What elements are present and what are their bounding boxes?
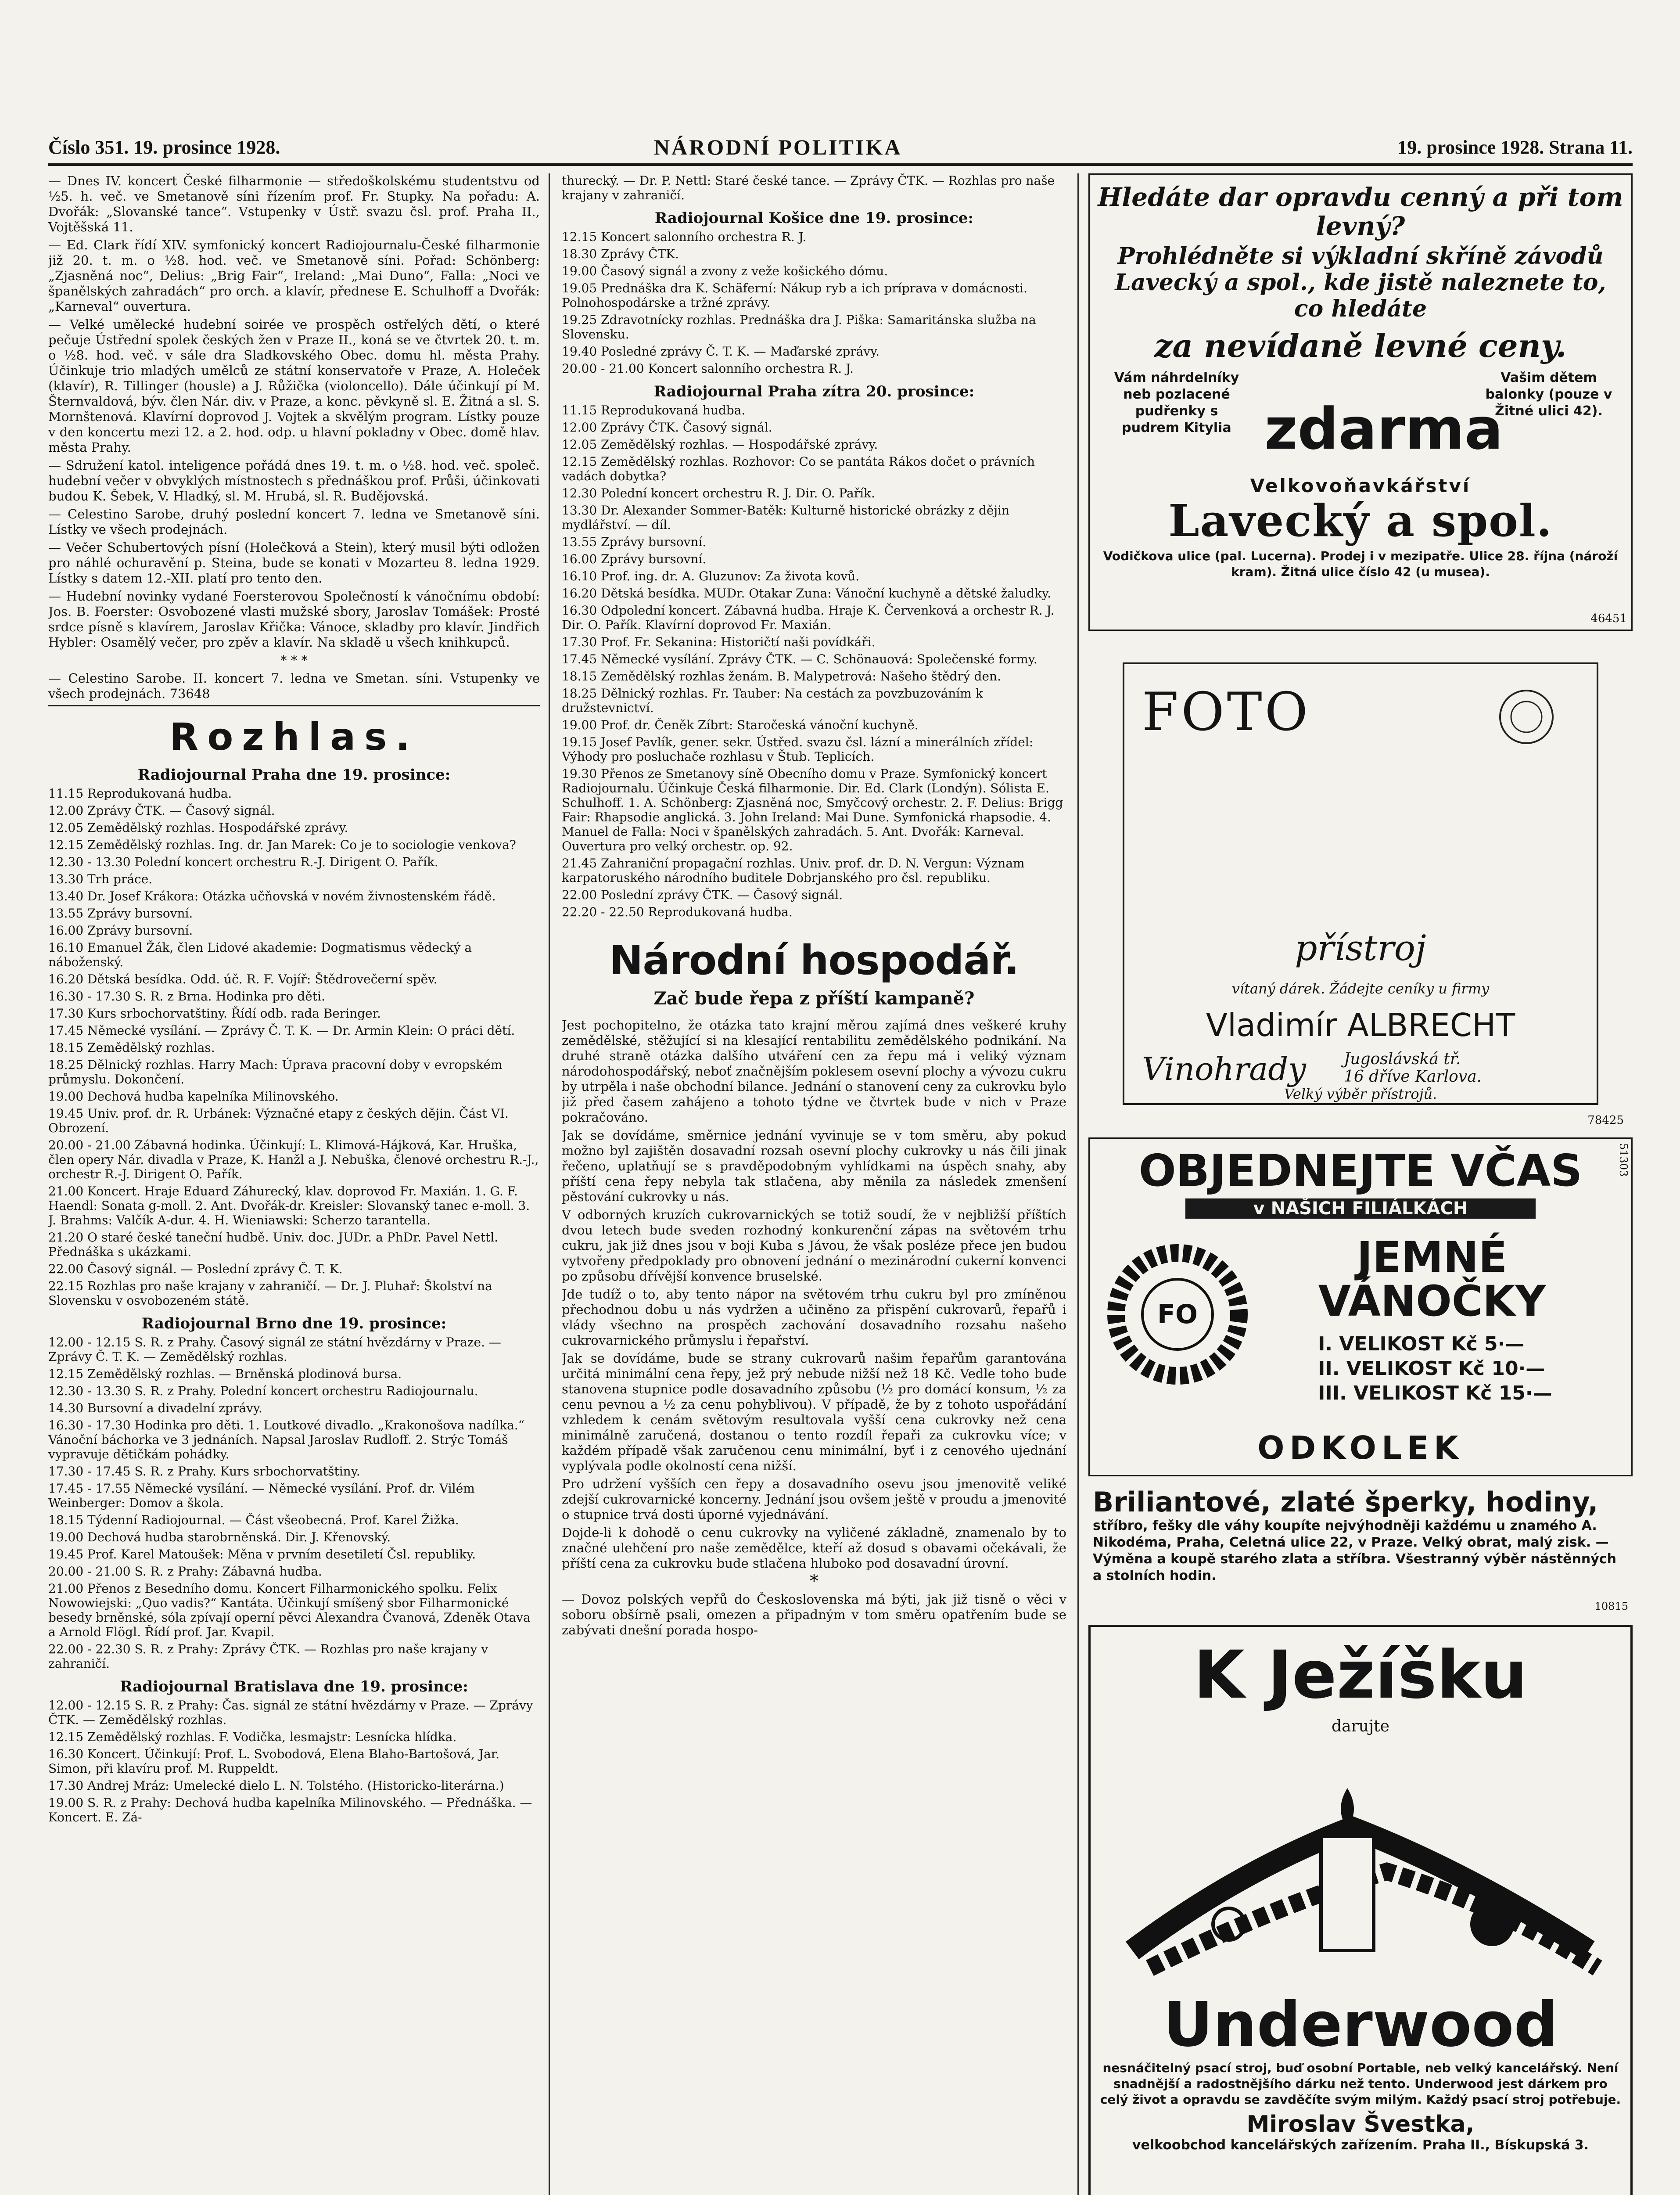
- date-page: 19. prosince 1928. Strana 11.: [1397, 137, 1633, 158]
- program-item: 12.30 - 13.30 Polední koncert orchestru R.-J. Dirigent O. Pařík.: [48, 855, 438, 869]
- section-heading: Národní hospodář.: [609, 937, 1019, 984]
- program-item: 18.25 Dělnický rozhlas. Fr. Tauber: Na cestách za povzbuzováním k družstevnictví.: [562, 686, 983, 715]
- news-item: — Dnes IV. koncert České filharmonie — středoškolskému studentstvu od ½5. h. več. ve Smetanově síni řízením prof. Fr. Stupky. Na pořadu: A. Dvořák: „Slovanské tance“. Vstupenky v Ústř. svazu čsl. prof. Praha II., Vojtěšská 11.: [48, 173, 540, 234]
- article-paragraph: Pro udržení vyšších cen řepy a dosavadního osevu jsou jmenovitě veliké zdejší cukrovarnické koncerny. Jednání jsou ovšem ještě v proudu a jmenovité o stupnice trvá dosti úporné vyjednávání.: [562, 1476, 1066, 1522]
- program-item: 19.15 Josef Pavlík, gener. sekr. Ústřed. svazu čsl. lázní a minerálních zřídel: Výhody pro posluchače rozhlasu v Štub. Teplicích.: [562, 735, 1034, 764]
- news-item: — Celestino Sarobe, druhý poslední koncert 7. ledna ve Smetanově síni. Lístky ve všech prodejnách.: [48, 507, 540, 537]
- ad-offer-row: [1098, 370, 1623, 471]
- program-item: 22.20 - 22.50 Reprodukovaná hudba.: [562, 905, 793, 919]
- program-item: 19.00 Dechová hudba kapelníka Milinovského.: [48, 1089, 339, 1104]
- article-paragraph: Dojde-li k dohodě o cenu cukrovky na vyličené základně, znamenalo by to značné ulehčení pro naše zemědělce, kteří až dosud s obavami očekávali, že příští cena za cukrovku bude stlačena hluboko pod dosavadní úrovní.: [562, 1525, 1066, 1571]
- ad-number: 51303: [1617, 1143, 1630, 1177]
- zitra-title: Radiojournal Praha zítra 20. prosince:: [653, 383, 975, 400]
- rozhlas-heading: Rozhlas.: [169, 715, 419, 759]
- program-item: 17.30 - 17.45 S. R. z Prahy. Kurs srbochorvatštiny.: [48, 1464, 360, 1479]
- program-item: 21.00 Koncert. Hraje Eduard Záhurecký, klav. doprovod Fr. Maxián. 1. G. F. Haendl: Sonata g-moll. 2. Ant. Dvořák-dr. Kreisler: Slovanský tanec e-moll. 3. J. Brahms: Valčík A-dur. 4. H. Wieniawski: Scherzo tarantella.: [48, 1184, 530, 1227]
- ad-left-text: Vám náhrdelníky neb pozlacené pudřenky s pudrem Kitylia: [1114, 370, 1239, 435]
- dealer-address: Jugoslávská tř. 16 dříve Karlova.: [1344, 1050, 1482, 1086]
- program-item: 16.10 Emanuel Žák, člen Lidové akademie: Dogmatismus vědecký a náboženský.: [48, 940, 472, 969]
- program-item: 16.10 Prof. ing. dr. A. Gluzunov: Za života kovů.: [562, 569, 860, 583]
- program-item: 12.15 Zemědělský rozhlas. Rozhovor: Co se pantáta Rákos dočet o právních vadách dobytka?: [562, 454, 1035, 483]
- ad-text: vítaný dárek. Žádejte ceníky u firmy: [1231, 980, 1490, 997]
- program-item: 19.00 Časový signál a zvony z veže košického dómu.: [562, 264, 888, 278]
- program-item: 19.00 Prof. dr. Čeněk Zíbrt: Staročeská vánoční kuchyně.: [562, 718, 919, 732]
- news-item: — Ed. Clark řídí XIV. symfonický koncert Radiojournalu-České filharmonie již 20. t. m. o ½8. hod. več. ve Smetanově síni. Pořad: Schönberg: „Zjasněná noc“, Delius: „Brig Fair“, Ireland: „Mai Duno“, Falla: „Noci ve španělských zahradách“ pro orch. a klavír, přednese E. Schulhoff a Dvořák: „Karneval“ ouvertura.: [48, 237, 540, 314]
- program-item: 21.20 O staré české taneční hudbě. Univ. doc. JUDr. a PhDr. Pavel Nettl. Přednáška s ukázkami.: [48, 1230, 499, 1259]
- brno-program: [48, 1315, 540, 1671]
- size-item: II. VELIKOST Kč 10·—: [1318, 1357, 1545, 1380]
- program-item: 19.30 Přenos ze Smetanovy síně Obecního domu v Praze. Symfonický koncert Radiojournalu. Účinkuje Česká filharmonie. Dir. Ed. Clark (Londýn). Sólista E. Schulhoff. 1. A. Schönberg: Zjasněná noc, Smyčcový orchestr. 2. F. Delius: Brigg Fair: Rhapsodie anglická. 3. John Ireland: Mai Dune. Symfonická rhapsodie. 4. Manuel de Falla: Noci v španělských zahradách. 5. Ant. Dvořák: Karneval. Ouvertura pro velký orchestr. op. 92.: [562, 766, 1063, 853]
- news-item: — Hudební novinky vydané Foersterovou Společností k vánočnímu období: Jos. B. Foerster: Osvobozené vlasti mužské sbory, Jaroslav Tomášek: Prosté srdce písně s klavírem, Jaroslav Křička: Vánoce, skladby pro klavír. Jindřich Hybler: Osamělý večer, pro zpěv a klavír. Na skladě u všech knihkupců.: [48, 589, 540, 650]
- program-item: 16.30 - 17.30 S. R. z Brna. Hodinka pro děti.: [48, 989, 325, 1004]
- size-item: I. VELIKOST Kč 5·—: [1318, 1333, 1525, 1355]
- program-item: 16.00 Zprávy bursovní.: [562, 552, 707, 566]
- ad-text: Prohlédněte si výkladní skříně závodů Lavecký a spol., kde jistě naleznete to, co hledáte: [1115, 243, 1606, 322]
- foto-ad: [1088, 641, 1633, 1127]
- program-item: 21.45 Zahraniční propagační rozhlas. Univ. prof. dr. D. N. Vergun: Význam karpatoruského národního buditele Dobrjanského pro čsl. republiku.: [562, 856, 1025, 885]
- zdarma-text: zdarma: [1264, 396, 1503, 462]
- ad-text: Velký výběr přístrojů.: [1284, 1086, 1437, 1102]
- separator-asterisk: *: [810, 1571, 818, 1591]
- ad-subtitle: v NAŠICH FILIÁLKÁCH: [1185, 1198, 1536, 1219]
- program-item: 12.00 Zprávy ČTK. Časový signál.: [562, 420, 772, 435]
- column-ads: [1088, 173, 1633, 2195]
- ad-number: 46451: [1590, 612, 1627, 625]
- svg-text:FO: FO: [1157, 1299, 1198, 1330]
- program-item: 12.00 - 12.15 S. R. z Prahy. Časový signál ze státní hvězdárny v Praze. — Zprávy Č. T. K. — Zemědělský rozhlas.: [48, 1335, 501, 1364]
- wreath-logo-icon: [1098, 1235, 1256, 1393]
- program-item: 16.20 Dětská besídka. MUDr. Otakar Zuna: Vánoční kuchyně a dětské žaludky.: [562, 586, 1051, 601]
- program-item: 17.30 Kurs srbochorvatštiny. Řídí odb. rada Beringer.: [48, 1006, 381, 1021]
- program-item: 12.15 Koncert salonního orchestra R. J.: [562, 230, 807, 244]
- program-item: 19.45 Univ. prof. dr. R. Urbánek: Význačné etapy z českých dějin. Část VI. Obrození.: [48, 1106, 509, 1135]
- program-item: 12.05 Zemědělský rozhlas. — Hospodářské zprávy.: [562, 437, 878, 452]
- dealer-address: velkoobchod kancelářských zařízením. Praha II., Bískupská 3.: [1132, 2137, 1589, 2153]
- product-name: JEMNÉ VÁNOČKY: [1318, 1233, 1546, 1326]
- program-item: 17.45 - 17.55 Německé vysílání. — Německé vysílání. Prof. dr. Vilém Weinberger: Domov a škola.: [48, 1481, 475, 1510]
- program-item: 13.30 Dr. Alexander Sommer-Batěk: Kulturně historické obrázky z dějin mydlářství. — díl.: [562, 503, 1010, 532]
- program-item: 20.00 - 21.00 Koncert salonního orchestra R. J.: [562, 361, 854, 376]
- odkolek-ad: [1088, 1137, 1633, 1476]
- brand-name: ODKOLEK: [1257, 1429, 1464, 1466]
- program-item: 19.25 Zdravotnícky rozhlas. Prednáška dra J. Piška: Samaritánska služba na Slovensku.: [562, 313, 1036, 342]
- kosice-title: Radiojournal Košice dne 19. prosince:: [654, 209, 974, 227]
- paper-title: NÁRODNÍ POLITIKA: [654, 135, 902, 159]
- program-item: 14.30 Bursovní a divadelní zprávy.: [48, 1401, 262, 1415]
- article-body: [562, 1018, 1066, 1638]
- program-item: 18.15 Zemědělský rozhlas.: [48, 1040, 215, 1055]
- issue-number: Číslo 351. 19. prosince 1928.: [48, 137, 280, 158]
- article-paragraph: Jak se dovídáme, směrnice jednání vyvinuje se v tom směru, aby pokud možno byl zajištěn dosavadní rozsah osevní plochy cukrovky u nás čili jinak řečeno, uplatňují se s pravděpodobným vyhlídkami na úspěch snahy, aby příští cena řepy nebyla tak stlačena, aby měnila za následek zmenšení pěstování cukrovky u nás.: [562, 1128, 1066, 1204]
- program-item: 16.30 Koncert. Účinkují: Prof. L. Svobodová, Elena Blaho-Bartošová, Jar. Simon, při klavíru prof. M. Ruppeldt.: [48, 1747, 500, 1776]
- praha-title: Radiojournal Praha dne 19. prosince:: [137, 766, 451, 784]
- program-item: 13.55 Zprávy bursovní.: [48, 906, 193, 921]
- ad-address: Vodičkova ulice (pal. Lucerna). Prodej i v mezipatře. Ulice 28. října (nároží kram). Žitná ulice číslo 42 (u musea).: [1103, 549, 1618, 579]
- ad-number: 78425: [1587, 1114, 1624, 1127]
- ad-headline: Briliantové, zlaté šperky, hodiny,: [1093, 1486, 1598, 1518]
- program-item: 17.30 Andrej Mráz: Umelecké dielo L. N. Tolstého. (Historicko-literárna.): [48, 1778, 504, 1793]
- brand-name: Underwood: [1163, 1989, 1558, 2061]
- program-item: 12.05 Zemědělský rozhlas. Hospodářské zprávy.: [48, 820, 348, 835]
- program-item: 16.00 Zprávy bursovní.: [48, 923, 193, 938]
- program-item: 12.15 Zemědělský rozhlas. — Brněnská plodinová bursa.: [48, 1367, 402, 1381]
- ad-number: 10815: [1594, 1600, 1628, 1612]
- column-left: [48, 173, 540, 2195]
- ad-text: stříbro, fešky dle váhy koupíte nejvýhodněji každému u znamého A. Nikodéma, Praha, Celetná ulice 22, v Praze. Velký obrat, malý zisk. — Výměna a koupě starého zlata a stříbra. Všestranný výběr nástěnných a stolních hodin.: [1093, 1518, 1616, 1583]
- ad-headline: Hledáte dar opravdu cenný a při tom levný?: [1098, 182, 1623, 241]
- column-divider: [549, 173, 550, 2195]
- program-item: 16.30 Odpolední koncert. Zábavná hudba. Hraje K. Červenková a orchestr R. J. Dir. O. Pařík. Klavírní doprovod Fr. Maxián.: [562, 603, 1055, 632]
- program-item: 13.30 Trh práce.: [48, 872, 153, 886]
- article-paragraph: V odborných kruzích cukrovarnických se totiž soudí, že v nejbližší příštích dvou letech bude sveden rozhodný konkurenční zápas na světovém trhu cukru, jak již dnes jsou v boji Kuba s Jávou, že však posléze přece jen budou vytvořeny předpoklady pro obnovení jednání o mezinárodní cukerní konvenci po způsobu dřívější konvence bruselské.: [562, 1207, 1066, 1284]
- lavecky-ad: [1088, 173, 1633, 631]
- ad-text: nesnáčitelný psací stroj, buď osobní Portable, neb velký kancelářský. Není snadnější a radostnějšího dárku než tento. Underwood jest dárkem pro celý život a opravdu se zavděčíte svým milým. Každý psací stroj potřebuje.: [1100, 2061, 1621, 2107]
- nikodem-ad: [1088, 1487, 1633, 1614]
- program-item: 12.00 - 12.15 S. R. z Prahy: Čas. signál ze státní hvězdárny v Praze. — Zprávy ČTK. — Zemědělský rozhlas.: [48, 1698, 533, 1727]
- separator-stars: * * *: [280, 653, 308, 668]
- program-item: 12.30 - 13.30 S. R. z Prahy. Polední koncert orchestru Radiojournalu.: [48, 1384, 478, 1398]
- column-divider: [1077, 173, 1079, 2195]
- article-title: Zač bude řepa z příští kampaně?: [653, 988, 975, 1009]
- program-item: thurecký. — Dr. P. Nettl: Staré české tance. — Zprávy ČTK. — Rozhlas pro naše krajany v zahraničí.: [562, 173, 1055, 202]
- program-item: 12.15 Zemědělský rozhlas. Ing. dr. Jan Marek: Co je to sociologie venkova?: [48, 838, 516, 852]
- program-item: 22.00 Časový signál. — Poslední zprávy Č. T. K.: [48, 1262, 343, 1276]
- candle-tree-icon: [1106, 1740, 1615, 1986]
- program-item: 12.15 Zemědělský rozhlas. F. Vodička, lesmajstr: Lesnícka hlídka.: [48, 1730, 457, 1744]
- program-item: 11.15 Reprodukovaná hudba.: [562, 403, 746, 417]
- foto-frame: [1123, 662, 1598, 1105]
- praha-program: [48, 766, 540, 1308]
- program-item: 19.40 Posledné zprávy Č. T. K. — Maďarské zprávy.: [562, 344, 880, 359]
- program-item: 22.00 - 22.30 S. R. z Prahy: Zprávy ČTK. — Rozhlas pro naše krajany v zahraničí.: [48, 1642, 488, 1671]
- continued-program: [562, 173, 1066, 919]
- program-item: 18.15 Zemědělský rozhlas ženám. B. Malypetrová: Našeho štědrý den.: [562, 669, 1001, 684]
- ad-subtitle: Velkovoňavkářství: [1250, 475, 1471, 497]
- program-item: 22.15 Rozhlas pro naše krajany v zahraničí. — Dr. J. Pluhař: Školství na Slovensku v osvobozeném státě.: [48, 1279, 492, 1308]
- program-item: 17.45 Německé vysílání. Zprávy ČTK. — C. Schönauová: Společenské formy.: [562, 652, 1037, 666]
- program-item: 19.05 Prednáška dra K. Schäferní: Nákup ryb a ich príprava v domácnosti. Polnohospodárske a tržné zprávy.: [562, 281, 1027, 310]
- size-list: [1318, 1332, 1552, 1406]
- ad-headline: OBJEDNEJTE VČAS: [1138, 1145, 1583, 1196]
- bratislava-program: [48, 1678, 540, 1824]
- program-item: 17.45 Německé vysílání. — Zprávy Č. T. K. — Dr. Armin Klein: O práci dětí.: [48, 1023, 515, 1038]
- program-item: 21.00 Přenos z Besedního domu. Koncert Filharmonického spolku. Felix Nowowiejski: „Quo vadis?“ Kantáta. Účinkují smíšený sbor Filharmonické besedy brněnské, sóla zpívají operní pěvci Alexandra Čvanová, Zdeněk Otava a Arnold Flögl. Řídí prof. Jar. Kvapil.: [48, 1581, 531, 1639]
- program-item: 17.30 Prof. Fr. Sekanina: Historičtí naši povídkáři.: [562, 635, 876, 649]
- ad-headline: K Ježíšku: [1193, 1637, 1528, 1713]
- size-item: III. VELIKOST Kč 15·—: [1318, 1382, 1552, 1404]
- program-item: 22.00 Poslední zprávy ČTK. — Časový signál.: [562, 888, 843, 902]
- dealer-name: Miroslav Švestka,: [1246, 2111, 1475, 2137]
- brno-title: Radiojournal Brno dne 19. prosince:: [141, 1315, 447, 1332]
- pristroj-text: přístroj: [1295, 928, 1426, 968]
- program-item: 18.15 Týdenní Radiojournal. — Část všeobecná. Prof. Karel Žižka.: [48, 1513, 459, 1527]
- header-rule: [48, 163, 1633, 166]
- program-item: 16.20 Dětská besídka. Odd. úč. R. F. Vojíř: Štědrovečerní spěv.: [48, 972, 438, 986]
- sarobe-ad: — Celestino Sarobe. II. koncert 7. ledna ve Smetan. síni. Vstupenky ve všech prodejnách. 73648: [48, 671, 540, 706]
- program-item: 19.00 Dechová hudba starobrněnská. Dir. J. Křenovský.: [48, 1530, 391, 1544]
- program-item: 19.45 Prof. Karel Matoušek: Měna v prvním desetiletí Čsl. republiky.: [48, 1547, 476, 1562]
- ad-right-text: Vašim dětem balonky (pouze v Žitné ulici 42).: [1485, 370, 1612, 419]
- underwood-ad: [1088, 1625, 1633, 2195]
- program-item: 20.00 - 21.00 S. R. z Prahy: Zábavná hudba.: [48, 1564, 322, 1579]
- program-item: 11.15 Reprodukovaná hudba.: [48, 786, 232, 801]
- article-paragraph: Jak se dovídáme, bude se strany cukrovarů našim řepařům garantována určitá minimální cena řepy, jež prý nebude nižší než 18 Kč. Vedle toho bude stanovena stupnice podle dosavadního způsobu (½ pro domácí konsum, ½ za cenu pevnou a ½ za cenu pohyblivou). V případě, že by z tohoto uspořádání vzhledem k cenám světovým resultovala vyšší cena cukrovky než cena minimálně zaručená, dostanou o tento rozdíl řepaři za cukrovku více; v každém případě však zaručenou cenu minimální, byť i z cenového ujednání vyplývala podle okolností cena nižší.: [562, 1351, 1066, 1473]
- program-item: 12.30 Polední koncert orchestru R. J. Dir. O. Pařík.: [562, 486, 875, 500]
- program-item: 19.00 S. R. z Prahy: Dechová hudba kapelníka Milinovského. — Přednáška. — Koncert. E. Zá-: [48, 1796, 532, 1824]
- article-paragraph: — Dovoz polských vepřů do Československa má býti, jak již tisně o věci v soboru obšírně psali, omezen a připadným v tom směru opatřením bude se zabývati dnešní porada hospo-: [562, 1592, 1066, 1637]
- ad-text: darujte: [1332, 1717, 1389, 1735]
- program-item: 20.00 - 21.00 Zábavná hodinka. Účinkují: L. Klimová-Hájková, Kar. Hruška, člen opery Nár. divadla v Praze, K. Hanžl a J. Nebuška, členové orchestru R.-J., orchestr R.-J. Dirigent O. Pařík.: [48, 1138, 539, 1181]
- brand-name: Lavecký a spol.: [1168, 495, 1553, 547]
- program-item: 16.30 - 17.30 Hodinka pro děti. 1. Loutkové divadlo. „Krakonošova nadílka.“ Vánoční báchorka ve 3 jednáních. Napsal Jaroslav Rudloff. 2. Strýc Tomáš vypravuje dětičkám pohádky.: [48, 1418, 524, 1461]
- news-item: — Večer Schubertových písní (Holečková a Stein), který musil býti odložen pro náhlé ochuravění p. Steina, bude se konati v Mozarteu 8. ledna 1929. Lístky s datem 12.-XII. platí pro tento den.: [48, 540, 540, 586]
- program-item: 18.30 Zprávy ČTK.: [562, 247, 679, 261]
- dealer-name: Vladimír ALBRECHT: [1206, 1007, 1515, 1044]
- newspaper-page: [48, 132, 1633, 2195]
- news-item: — Velké umělecké hudební soirée ve prospěch ostřelých dětí, o které pečuje Ústřední spolek českých žen v Praze II., koná se ve čtvrtek 20. t. m. o ½8. hod. več. v sále dra Sladkovského Obec. domu hl. města Prahy. Účinkuje trio mladých umělců ze státní konservatoře v Praze, A. Holeček (klavír), R. Tillinger (housle) a J. Růžička (violoncello). Dále účinkují pí M. Šternvaldová, býv. člen Nár. div. v Praze, a konc. pěvkyně sl. E. Žitná a sl. S. Mornštenová. Klavírní doprovod J. Vojtek a skvělým program. Lístky pouze v den koncertu mezi 12. a 2. hod. odp. u hlavní pokladny v Obec. domě hlav. města Prahy.: [48, 317, 540, 455]
- program-item: 12.00 Zprávy ČTK. — Časový signál.: [48, 803, 275, 818]
- column-middle: [562, 173, 1066, 2195]
- program-item: 13.55 Zprávy bursovní.: [562, 535, 707, 549]
- news-item: — Sdružení katol. inteligence pořádá dnes 19. t. m. o ½8. hod. več. společ. hudební večer v obvyklých místnostech s přednáškou prof. Průši, účinkovati budou K. Šebek, V. Hladký, sl. M. Hrubá, sl. R. Budějovská.: [48, 458, 540, 504]
- dealer-place: Vinohrady: [1142, 1051, 1306, 1087]
- program-item: 18.25 Dělnický rozhlas. Harry Mach: Úprava pracovní doby v evropském průmyslu. Dokončení.: [48, 1058, 503, 1087]
- bratislava-title: Radiojournal Bratislava dne 19. prosince:: [120, 1678, 468, 1695]
- program-item: 13.40 Dr. Josef Krákora: Otázka učňovská v novém živnostenském řádě.: [48, 889, 496, 903]
- page-header: [48, 132, 1633, 162]
- lens-icon: [1491, 682, 1562, 752]
- article-paragraph: Jde tudíž o to, aby tento nápor na světovém trhu cukru byl pro zmíněnou přechodnou dobu u nás vydržen a učiněno za přispění cukrovarů, řepařů i vlády všechno na prospěch zachování dosavadního rozsahu našeho cukrovarnického průmyslu i řepařství.: [562, 1287, 1066, 1348]
- article-paragraph: Jest pochopitelno, že otázka tato krajní měrou zajímá dnes veškeré kruhy zemědělské, stěžující si na klesající rentabilitu zemědělského podnikání. Na druhé straně otázka dalšího utváření cen za řepu má i veliký význam národohospodářský, neboť značnějším poklesem osevní plochy a vývozu cukru by utrpěla i naše obchodní bilance. Jednání o stanovení ceny za cukrovku bylo již před časem zahájeno a tohoto týdne ve čtvrtek bude v nich v Praze pokračováno.: [562, 1018, 1066, 1125]
- foto-title: FOTO: [1142, 682, 1311, 743]
- ad-text: za nevídaně levné ceny.: [1154, 327, 1567, 364]
